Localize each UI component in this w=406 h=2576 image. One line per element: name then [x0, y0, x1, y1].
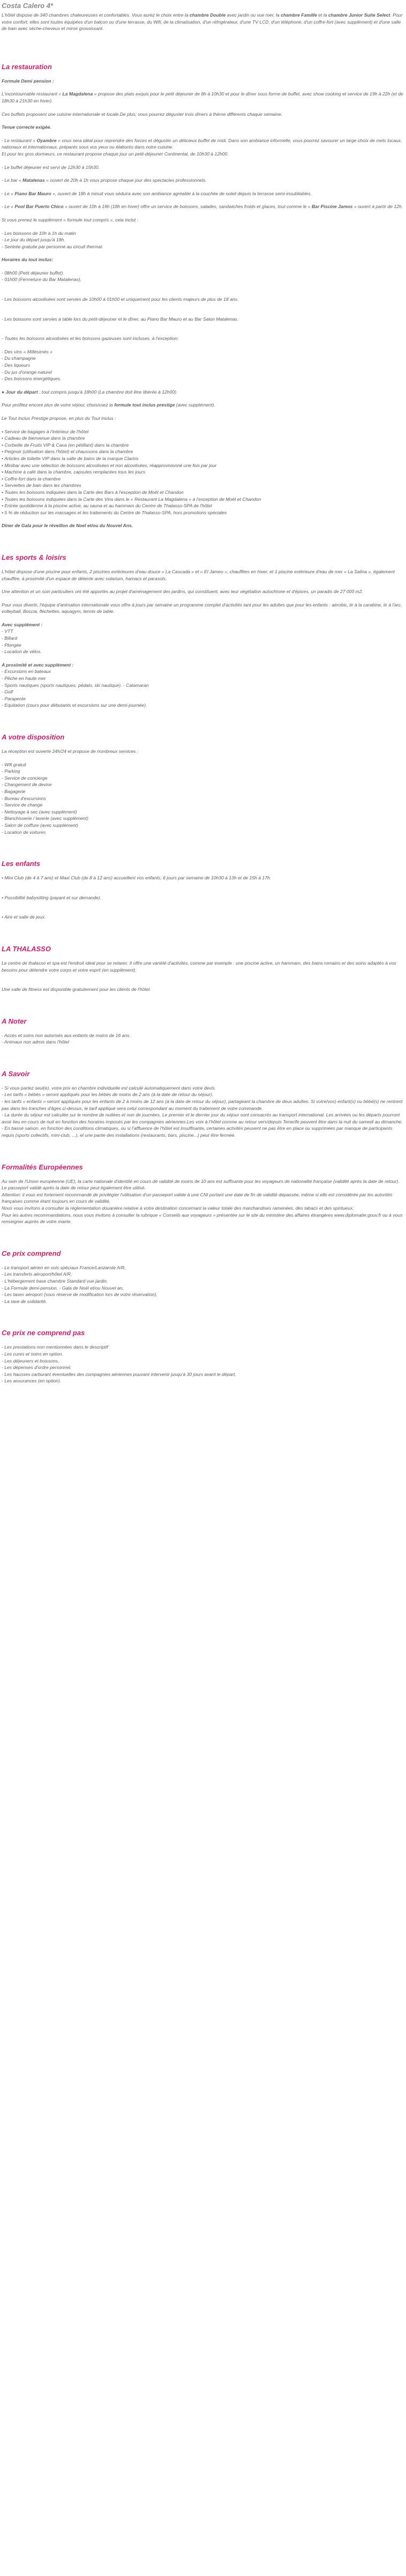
list-item: • Toutes les boissons indiquées dans la Carte des Vins dans le « Restaurant La Magdalena » à l'exception de Moët et Chandon	[2, 496, 261, 502]
list-item: - Les assurances (en option).	[2, 1378, 62, 1384]
list-item: • Serviettes de bain dans les chambres	[2, 483, 81, 488]
formalites-line: Au sein de l'Union européenne (UE), la carte nationale d'identité en cours de validité de moins de 10 ans est suffisante pour les voyageurs de nationalité française (validité après la date de retour). Le passeport validé après la date de retour peut également être utilisé.	[2, 1178, 400, 1191]
savoir-line: - En bassé saison, en fonction des conditions climatiques, ou si l'affluence de l'hôtel est insuffisante, certaines activités peuvent ne pas être en place ou supprimées par manque de participants requis (sports collectifs, mini-club, ...), et une partie des installations (restaurants, bars, piscine...) peut être fermée.	[2, 1126, 393, 1138]
section-heading-savoir: A Savoir	[2, 1069, 30, 1078]
list-item: - Parking	[2, 768, 20, 774]
jardins-text: Une attention et un soin particuliers ont été apportés au projet d'aménagement des jardins, qui constituent, avec leur végétation autochtone et d'épices, un paradis de 27 000 m2.	[2, 589, 363, 595]
section-heading-enfants: Les enfants	[2, 860, 41, 868]
list-item: - La Formule demi-pension, - Gala de Noël et/ou Nouvel an,	[2, 1285, 124, 1291]
aire-jeux-text: • Aire et salle de jeux.	[2, 914, 46, 920]
list-item: - Location de voitures	[2, 829, 46, 835]
text: » ouvert de 20h à 1h vous propose chaque jour des spectacles professionnels.	[44, 177, 207, 183]
bold-text: Oyambre	[36, 137, 57, 143]
list-item: - Wifi gratuit	[2, 761, 26, 767]
list-item: - Excursions en bateaux	[2, 669, 51, 675]
savoir-text	[2, 1085, 404, 1139]
list-item: - Les déjeuners et boissons,	[2, 1358, 59, 1364]
text: » vous sera idéal pour reprendre des forces et déguster un délicieux buffet de midi. Dans son ambiance informelle, vous pourrez savourer un large choix de mets locaux, nationaux et internationaux, préparés sous vos yeux ou élaborés dans notre cuisine.	[2, 137, 402, 150]
bold-text: Piano Bar Mauro	[14, 190, 51, 196]
list-proximite	[2, 662, 404, 709]
bold-text: A proximité et avec supplément :	[2, 662, 74, 668]
list-item: - Les boissons de 10h à 1h du matin	[2, 230, 76, 236]
bold-text: Pool Bar Puerto Chico	[14, 204, 64, 210]
fitness-text: Une salle de fitness est disponible gratuitement pour les clients de l'hôtel.	[2, 987, 151, 993]
list-item: • Entrée quotidienne à la piscine active, au sauna et au hammam du Centre de Thalasso-SPA de l'hôtel	[2, 503, 212, 509]
text: L'incontournable restaurant «	[2, 91, 63, 97]
list-item: - Le transport aérien en vols spéciaux France/Lanzarote A/R,	[2, 1264, 126, 1270]
boissons-incluses-text: - Toutes les boissons alcoolisées et les boissons gazeuses sont incluses, à l'exception:	[2, 336, 179, 342]
oyambre-text	[2, 137, 404, 151]
diner-gala-text	[2, 522, 404, 529]
list-item: • Toutes les boissons indiquées dans la Carte des Bars à l'exception de Moët et Chandon	[2, 489, 184, 495]
alcool-text: - Les boissons alcoolisées sont servies de 10h00 à 01h00 et uniquement pour les clients majeurs de plus de 18 ans.	[2, 297, 239, 302]
bold-text: Avec supplément :	[2, 621, 43, 627]
list-item: • Minibar avec une sélection de boissons alcoolisées et non alcoolisées, réapprovisionné une fois par jour	[2, 462, 217, 468]
list-item: - Location de vélos.	[2, 649, 42, 655]
savoir-line: - Les tarifs « bébés » seront appliqués pour les bébés de moins de 2 ans (à la date de retour du séjour).	[2, 1092, 214, 1098]
text: - Le «	[2, 190, 15, 196]
list-item: • Peignoir (utilisation dans l'hôtel) et chaussons dans la chambre	[2, 449, 133, 455]
list-item: - Les hausses carburant éventuelles des compagnies aériennes pouvant intervenir jusqu'à 30 jours avant le départ,	[2, 1371, 236, 1377]
animation-text: Pour vous divertir, l'équipe d'animation internationale vous offre à jours par semaine un programme complet d'activités tant pour les adultes que pour les enfants : aérobic, tir à la carabine, tir à l'arc, volleyball, Boccia, fléchettes, aquagym, tennis de table.	[2, 602, 402, 615]
list-item: - Accès et soins non autorisés aux enfants de moins de 16 ans.	[2, 1032, 131, 1038]
bold-text: La Magdalena	[62, 91, 93, 97]
list-item: - Les taxes aéroport (sous réserve de modification lors de votre réservation),	[2, 1292, 157, 1298]
section-heading-noter: A Noter	[2, 1017, 27, 1025]
text: », ouvert de 18h à minuit vous séduira avec son ambiance agréable à la couchée de soleil depuis la terrasse semi-insubliables.	[51, 190, 312, 196]
formula-title-text: Formule Demi pension :	[2, 78, 54, 84]
list-services	[2, 761, 404, 836]
list-item: - Sports nautiques (sports nautiques, pédalo, ski nautique). - Catamaran	[2, 682, 149, 688]
list-item: - Les dépenses d'ordre personnel,	[2, 1365, 72, 1371]
list-item: - Blanchisserie / laverie (avec supplément)	[2, 816, 88, 821]
formalites-text	[2, 1178, 404, 1225]
text: » ouvert à partir de 12h.	[352, 204, 403, 210]
section-heading-thalasso: LA THALASSO	[2, 944, 51, 953]
list-item: • Corbeille de Fruits VIP & Cava (en pétillant) dans la chambre	[2, 442, 129, 448]
list-comprend	[2, 1264, 404, 1305]
list-item: - Service de concierge	[2, 775, 48, 781]
list-tout-compris	[2, 230, 404, 250]
text: » ouvert de 10h à 19h (18h en hiver) offre un service de boissons, salades, sandwiches froids et glaces, tout comme le «	[63, 204, 312, 210]
list-item: - L'hébergement base chambre Standard vue jardin,	[2, 1278, 108, 1284]
text: (avec supplément).	[175, 402, 215, 408]
section-heading-comprend: Ce prix comprend	[2, 1249, 61, 1257]
list-exceptions	[2, 349, 404, 382]
list-item: • Coffre-fort dans la chambre	[2, 476, 61, 482]
list-title	[2, 621, 404, 628]
list-item: - Les cures et soins en option,	[2, 1351, 63, 1357]
list-item: - Service de change	[2, 802, 43, 808]
list-avec-supplement	[2, 621, 404, 655]
list-item: • 5 % de réduction sur les massages et les traitements du Centre de Thalasso-SPA, hors promotions spéciales	[2, 509, 227, 515]
section-heading-restauration: La restauration	[2, 62, 52, 71]
horaires-title-text: Horaires du tout inclus:	[2, 257, 54, 263]
buffet-lunch-text: - Le buffet déjeuner est servi de 12h30 à 15h30.	[2, 164, 100, 170]
section-heading-formalites: Formalités Européennes	[2, 1163, 83, 1171]
list-item: - Bureau d'excursions	[2, 795, 46, 801]
text: - Le bar «	[2, 177, 23, 183]
list-item: - Du jus d'orange naturel	[2, 369, 52, 375]
intro-bold-suite: chambre Junior Suite Select	[328, 12, 390, 18]
pool-bar-text	[2, 203, 404, 210]
bold-text: formule tout inclus prestige	[114, 402, 175, 408]
list-comprend-pas	[2, 1344, 404, 1385]
piscines-text: L'hôtel dispose d'une piscine pour enfants, 2 piscines extérieures d'eau douce « La Cascada » et « El Jameo », chauffées en hiver, et 1 piscine extérieure d'eau de mer « La Salina », également chauffée, à proximité d'un espace de détente avec solarium, hamacs et parasols.	[2, 568, 395, 581]
list-prestige	[2, 428, 404, 516]
reception-text: La réception est ouverte 24h/24 et propose de nombreux services :	[2, 749, 139, 754]
list-item: - La taxe de solidarité.	[2, 1298, 47, 1304]
list-item: - Des vins « Millésimés »	[2, 349, 53, 354]
list-item: - Du champagne	[2, 356, 36, 361]
savoir-line: - Si vous partez seul(e), votre prix en chambre individuelle est calculé automatiquement dans votre devis.	[2, 1085, 216, 1091]
formalites-line: Pour les autres recommandations, nous vous invitons à consulter la rubrique « Conseils aux voyageurs » présentée sur le site du ministère des affaires étrangères www.diplomatie.gouv.fr ou à vous renseigner auprès de votre mairie.	[2, 1212, 403, 1225]
list-item: • Articles de toilette VIP dans la salle de bains de la marque Clarins	[2, 455, 139, 461]
oyambre-breakfast-text: Et pour les gros dormeurs, ce restaurant propose chaque jour un petit-déjeuner Continental, de 10h30 à 12h00.	[2, 151, 229, 157]
prestige-propose-text: Le Tout Inclus Prestige propose, en plus du Tout Inclus :	[2, 416, 116, 421]
piano-bar-text	[2, 190, 404, 197]
list-item: - Plongée	[2, 642, 21, 648]
list-item: - Golf	[2, 689, 13, 695]
text: : tout compris jusqu'à 18h00 (La chambre doit être libérée à 12h00).	[37, 389, 178, 395]
list-item: - Les transferts aéroport/hôtel A/R,	[2, 1271, 72, 1277]
list-item: - Changement de devise	[2, 782, 52, 788]
intro-bold-double: chambre Double	[190, 12, 226, 18]
list-horaires	[2, 270, 404, 283]
list-item: - Les prestations non mentionnées dans le descriptif	[2, 1344, 108, 1350]
text: » propose des plats exquis pour le petit déjeuner de 8h à 10h30 et pour le dîner sous forme de buffet, avec show cooking et service de 19h à 22h (et de 18h30 à 21h30 en hiver).	[2, 91, 403, 103]
list-item: - VTT	[2, 628, 13, 634]
clubs-text: • Mini Club (de 4 à 7 ans) et Maxi Club (de 8 à 12 ans) accueillent vos enfants, 6 jours par semaine de 10h30 à 13h et de 15h à 17h.	[2, 875, 272, 881]
list-item: - Animaux non admis dans l'hôtel	[2, 1039, 69, 1045]
list-item: - Equitation (cours pour débutants et excursions sur une demi-journée).	[2, 702, 147, 708]
horaires-title	[2, 256, 404, 263]
formula-title	[2, 78, 404, 85]
formalites-line: Attention: il vous est fortement recommandé de privilégier l'utilisation d'un passeport valide à une CNI portant une date de fin de validité dépassée, même si elle est considérée par les autorités françaises comme étant toujours en cours de validité.	[2, 1191, 393, 1204]
list-item: - Parapente	[2, 695, 26, 701]
bold-text: Bar Piscine Jamos	[311, 204, 353, 210]
formalites-line: Nous vous invitons à consulter la réglementation douanière relative à votre destination concernant la valeur totale des marchandises ramenées, des tabacs et des spiritueux.	[2, 1205, 354, 1211]
list-noter	[2, 1032, 404, 1046]
intro-text: L'hôtel dispose de 340 chambres chaleureuses et confortables. Vous aurez le choix entre la	[2, 12, 190, 18]
formule-tout-compris-text: Si vous prenez le supplément « formule tout compris », cela inclut :	[2, 217, 139, 223]
babysitting-text: • Possibilité babysitting (payant et sur demande).	[2, 894, 101, 900]
text: Pour profitez encore plus de votre séjour, choisissez la	[2, 402, 115, 408]
boissons-table-text: - Les boissons sont servies à table lors du petit-déjeuner et le dîner, au Piano Bar Mauro et au Bar Salon Matalenas.	[2, 316, 239, 322]
list-item: - 01h00 (Fermeture du Bar Matalenas).	[2, 277, 82, 283]
intro-text: et la	[317, 12, 328, 18]
list-item: • Service de bagages à l'intérieur de l'hôtel	[2, 428, 89, 434]
text: - Le restaurant «	[2, 137, 37, 143]
text: - Le «	[2, 204, 15, 210]
list-item: - Des boissons énergétiques.	[2, 376, 62, 382]
tenue-bold: Tenue correcte exigée.	[2, 124, 51, 130]
list-item: - Le jour du départ jusqu'à 18h.	[2, 237, 65, 243]
intro-paragraph	[2, 12, 404, 32]
bold-text: Matalenas	[22, 177, 45, 183]
bold-text: Dîner de Gala pour le réveillon de Noel et/ou du Nouvel Ans.	[2, 523, 133, 529]
list-item: - Des liqueurs	[2, 362, 31, 368]
list-item: - Bagagerie	[2, 788, 26, 794]
savoir-line: - La durée du séjour est calculée sur le nombre de nuitées et non de journées. Le premier et le dernier jour du séjour sont consacrés au transport international. Les arrivées ou les départs pourront avoir lieu en cours de nuit en fonction des horaires imposés par les compagnies aériennes.Les voix à l'hôtel comme au retour vers/depuis Tenerife peuvent être dans la nuit du samedi au dimanche.	[2, 1112, 403, 1124]
section-heading-sports: Les sports & loisirs	[2, 553, 66, 561]
list-item: - Sentrée gratuite par personne au circuit thermal.	[2, 243, 103, 249]
list-item: • Machine à café dans la chambre, capsules remplacées tous les jours	[2, 469, 146, 475]
intro-text: avec jardin ou vue mer, la	[225, 12, 281, 18]
list-item: - Salon de coiffure (avec supplément)	[2, 822, 78, 828]
list-item: - Pêche en haute mer	[2, 676, 46, 682]
list-title	[2, 662, 404, 669]
matalenas-text	[2, 177, 404, 184]
list-item: - Billard	[2, 635, 18, 641]
list-item: - 08h00 (Petit déjeuner buffet).	[2, 270, 64, 276]
prestige-intro-text	[2, 402, 404, 409]
section-heading-disposition: A votre disposition	[2, 733, 65, 741]
intro-bold-famille: chambre Famille	[281, 12, 317, 18]
savoir-line: - les tarifs « enfants » seront appliqués pour les enfants de 2 à moins de 12 ans (à la date de retour du séjour), partageant la chambre de deux adultes. Si votre/vos) enfant(s) ou bébé(s) ne rentrent pas dans les tranches d'âges ci-dessus, le tarif appliqué sera celui correspondant au moment du traitement de votre commande.	[2, 1099, 403, 1111]
jour-depart-text: ● Jour du départ : tout compris jusqu'à 18h00 (La chambre doit être libérée à 12h00).	[2, 389, 178, 395]
list-item: - Nettoyage à sec (avec supplément)	[2, 809, 77, 815]
restaurant-magdalena-text	[2, 91, 404, 104]
bold-text: Jour du départ	[5, 389, 38, 395]
list-item: • Cadeau de bienvenue dans la chambre	[2, 435, 85, 441]
thalasso-text: Le centre de thalasso et spa est l'endroit idéal pour se relaxer. Il offre une variété d'activités, comme par exemple : une piscine active, un hammam, des bains romains et des soins adaptés à vos besoins pour détendre votre corps et votre esprit (en supplément).	[2, 960, 396, 973]
intro-text: . Pour votre confort, elles sont toutes équipées d'un balcon ou d'une terrasse, du Wifi, de la climatisation, d'un réfrigérateur, d'une TV LCD, d'un téléphone, d'un coffre-fort (avec supplément) et d'une salle de bain avec sèche-cheveux et miroir grossissant.	[2, 12, 403, 32]
buffets-text: Ces buffets proposent une cuisine internationale et locale.De plus, vous pourrez déguster trois dîners à thème différents chaque semaine.	[2, 111, 283, 117]
hotel-title: Costa Calero 4*	[2, 2, 54, 10]
tenue-text	[2, 124, 404, 131]
section-heading-comprend-pas: Ce prix ne comprend pas	[2, 1329, 85, 1337]
